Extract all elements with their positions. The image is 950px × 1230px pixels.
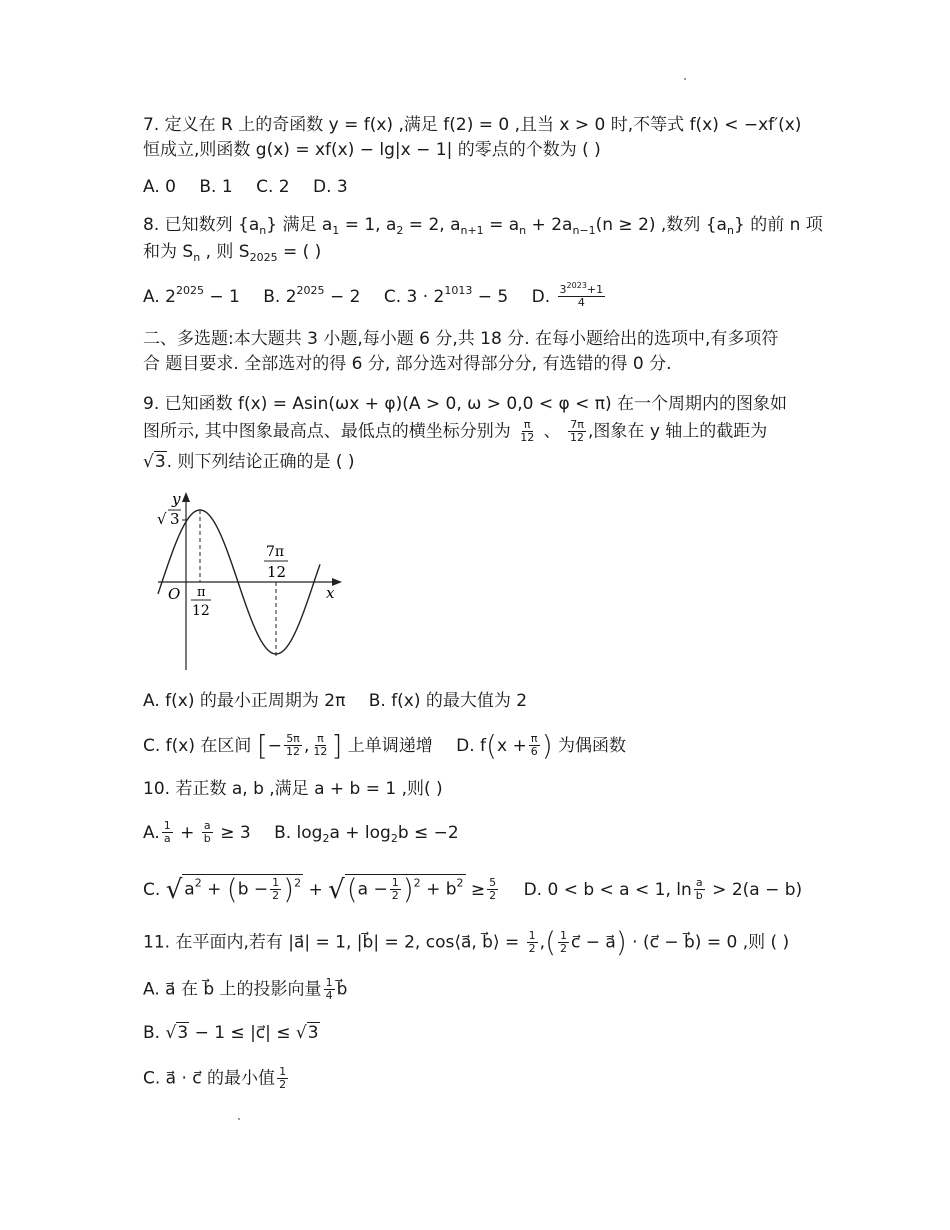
q9-line1: 9. 已知函数 f(x) = Asin(ωx + φ)(A > 0, ω > 0,0 < φ < π) 在一个周期内的图象如: [143, 394, 788, 414]
min-frac-num: 7π: [266, 544, 285, 560]
q9-line3: √3. 则下列结论正确的是 ( ): [143, 452, 355, 472]
q10-options-cd: [143, 872, 820, 906]
section2-line1: 二、多选题:本大题共 3 小题,每小题 6 分,共 18 分. 在每小题给出的选项中,有多项符: [143, 329, 779, 349]
q9-options-cd: [143, 728, 644, 762]
q11-option-c: C. a⃗ · c⃗ 的最小值 $\frac{1}{2}$: [143, 1065, 287, 1091]
q9-options-ab: [143, 690, 545, 712]
max-frac-num: π: [197, 585, 206, 600]
q10-option-b: B. $\log_2a + \log_2b \le -2$: [274, 822, 459, 845]
q8-options: [143, 281, 625, 309]
max-frac-den: 12: [192, 603, 210, 619]
q8-option-a: A. $2^{2025} - 1$: [143, 283, 240, 307]
q11-option-b: B. √3 − 1 ≤ |c⃗| ≤ √3: [143, 1023, 319, 1043]
origin-label: O: [168, 585, 181, 603]
q8-option-c: C. $3 \cdot 2^{1013} - 5$: [383, 283, 509, 307]
q8-line1: 8. 已知数列 $\{a_n\}$ 满足 $a_1 = 1$, $a_2 = 2$, $a_{n+1} = a_n + 2a_{n-1}(n \ge 2)$ ,数列 $\{a_n\}$ 的前 n 项: [143, 215, 823, 237]
q9-option-c: C. f(x) 在区间 [− $\frac{5\pi}{12}$ , $\frac{\pi}{12}$ ] 上单调递增: [143, 728, 433, 762]
q7-options: [143, 176, 366, 198]
min-frac-den: 12: [267, 563, 287, 581]
q8-option-d-fraction: $\frac{3^{2023}+1}{4}$: [559, 281, 604, 309]
y-axis-arrow: [182, 492, 190, 502]
q11-option-a: A. a⃗ 在 b⃗ 上的投影向量 $\frac{1}{4}$ b⃗: [143, 976, 348, 1002]
scan-dot-top: [684, 78, 686, 80]
q10-options-ab: [143, 820, 477, 845]
q7-line1: 7. 定义在 R 上的奇函数 y = f(x) ,满足 f(2) = 0 ,且当 x > 0 时,不等式 f(x) < −xf′(x): [143, 115, 802, 135]
q9-option-d: D. f(x + $\frac{\pi}{6}$ ) 为偶函数: [456, 728, 627, 762]
q10-stem: 10. 若正数 a, b ,满足 a + b = 1 ,则( ): [143, 779, 443, 799]
q7-option-c: C. 2: [256, 177, 290, 197]
q7-option-b: B. 1: [199, 177, 233, 197]
y-axis-label: y: [172, 490, 181, 508]
q9-line2: 图所示, 其中图象最高点、最低点的横坐标分别为 $\frac{\pi}{12}$ 、 $\frac{7\pi}{12}$ ,图象在 y 轴上的截距为: [143, 418, 768, 444]
sine-graph: [150, 488, 350, 673]
q8-option-d: D. $\frac{3^{2023}+1}{4}$: [531, 281, 604, 309]
q8-line2: 和为 $S_n$ , 则 $S_{2025}$ = ( ): [143, 242, 322, 264]
x-axis-label: x: [326, 584, 335, 602]
scan-dot-bottom: [238, 1118, 240, 1120]
q7-option-a: A. 0: [143, 177, 176, 197]
q10-option-c: C. √ $a^2 + (b$ − $\frac{1}{2}$ )$^2$ + √(a − $\frac{1}{2}$ )$^2 + b^2$ ≥ $\frac{5}{2}$: [143, 872, 497, 906]
sqrt3-radical: √: [157, 510, 167, 528]
q7-option-d: D. 3: [312, 177, 348, 197]
q8-option-b: B. $2^{2025} - 2$: [263, 283, 361, 307]
sqrt3-label: 3: [170, 510, 180, 528]
q9-option-b: B. f(x) 的最大值为 2: [368, 691, 528, 711]
q11-stem: 11. 在平面内,若有 |a⃗| = 1, |b⃗| = 2, cos⟨a⃗, b⃗⟩ = $\frac{1}{2}$ ,( $\frac{1}{2}$ c⃗ − a⃗) · (c⃗ − b⃗) = 0 ,则 ( ): [143, 925, 790, 959]
q7-line2: 恒成立,则函数 g(x) = xf(x) − lg|x − 1| 的零点的个数为 ( ): [143, 140, 601, 160]
q10-option-d: D. 0 < b < a < 1, ln $\frac{a}{b}$ > 2(a − b): [523, 876, 803, 902]
q9-option-a: A. f(x) 的最小正周期为 2π: [143, 691, 346, 711]
q10-option-a: A. $\frac{1}{a}$ + $\frac{a}{b}$ ≥ 3: [143, 819, 251, 845]
section2-line2: 合 题目要求. 全部选对的得 6 分, 部分选对得部分分, 有选错的得 0 分.: [143, 354, 672, 374]
